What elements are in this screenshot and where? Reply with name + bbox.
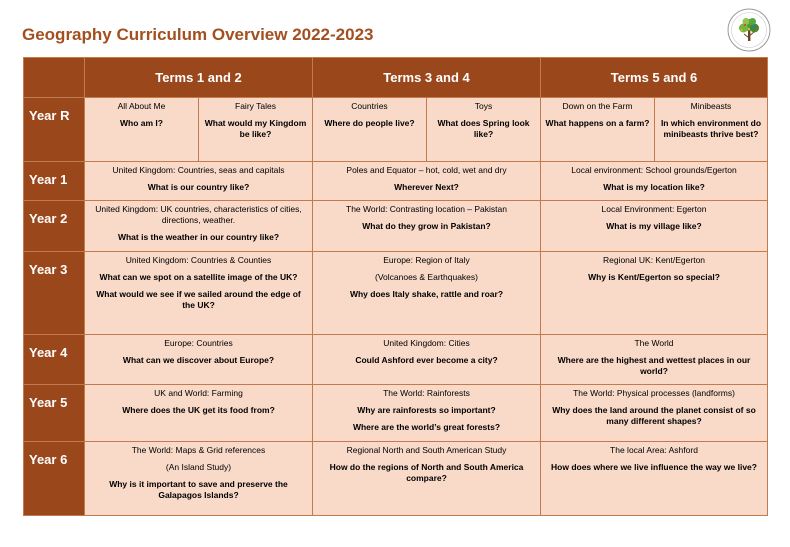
topic-cell [541, 162, 768, 201]
key-question: What can we spot on a satellite image of the UK? [99, 272, 298, 283]
topic-title: The World: Maps & Grid references [131, 445, 266, 455]
table-row [24, 98, 768, 162]
topic-cell [313, 252, 541, 335]
key-question: Could Ashford ever become a city? [355, 355, 498, 366]
topic-title: Countries [351, 101, 388, 111]
key-question: What is my village like? [606, 221, 702, 232]
topic-cell [85, 98, 199, 162]
key-question: Where do people live? [324, 118, 415, 129]
table-row [24, 442, 768, 516]
topic-cell [85, 385, 313, 442]
topic-cell [199, 98, 313, 162]
topic-cell [313, 98, 427, 162]
key-question: Wherever Next? [394, 182, 459, 193]
topic-title: The World: Contrasting location – Pakistan [346, 204, 507, 214]
topic-cell [541, 442, 768, 516]
topic-cell [541, 201, 768, 252]
topic-cell [655, 98, 768, 162]
key-question: How do the regions of North and South America compare? [329, 462, 524, 484]
key-question: Why does Italy shake, rattle and roar? [349, 289, 504, 300]
topic-title: United Kingdom: Countries, seas and capitals [112, 165, 285, 175]
topic-title: Poles and Equator – hot, cold, wet and dry [346, 165, 507, 175]
key-question: Why are rainforests so important? [357, 405, 496, 416]
key-question: How does where we live influence the way we live? [551, 462, 757, 473]
topic-title: All About Me [117, 101, 166, 111]
topic-cell [541, 335, 768, 385]
topic-title: United Kingdom: UK countries, characteristics of cities, directions, weather. [95, 204, 302, 226]
key-question: Why does the land around the planet consist of so many different shapes? [552, 405, 756, 427]
key-question: What can we discover about Europe? [122, 355, 275, 366]
topic-title: Regional UK: Kent/Egerton [602, 255, 706, 265]
topic-cell [313, 442, 541, 516]
page-title: Geography Curriculum Overview 2022-2023 [22, 25, 374, 44]
corner-cell [24, 58, 85, 98]
topic-title: Europe: Countries [164, 338, 233, 348]
key-question: Where are the world’s great forests? [352, 422, 501, 433]
topic-title: Local environment: School grounds/Egerton [571, 165, 737, 175]
topic-title: Down on the Farm [562, 101, 633, 111]
table-row [24, 385, 768, 442]
topic-cell [85, 162, 313, 201]
key-question: Who am I? [120, 118, 163, 129]
topic-cell [313, 162, 541, 201]
table-row [24, 335, 768, 385]
key-question: What is the weather in our country like? [117, 232, 280, 243]
topic-cell [85, 201, 313, 252]
year-label: Year R [24, 98, 85, 162]
year-label: Year 6 [24, 442, 85, 516]
topic-title: The World [634, 338, 674, 348]
topic-cell [85, 442, 313, 516]
term-header-3: Terms 5 and 6 [541, 58, 768, 98]
topic-title: The local Area: Ashford [610, 445, 698, 455]
key-question: What do they grow in Pakistan? [362, 221, 491, 232]
topic-cell [313, 335, 541, 385]
key-question: What is our country like? [147, 182, 250, 193]
key-question: Where does the UK get its food from? [122, 405, 275, 416]
year-label: Year 1 [24, 162, 85, 201]
topic-title: United Kingdom: Cities [383, 338, 470, 348]
topic-title: United Kingdom: Countries & Counties [125, 255, 272, 265]
table-row [24, 252, 768, 335]
topic-title: The World: Rainforests [383, 388, 470, 398]
year-label: Year 5 [24, 385, 85, 442]
topic-title: Fairy Tales [235, 101, 276, 111]
topic-cell [541, 252, 768, 335]
topic-cell [541, 385, 768, 442]
key-question: What would my Kingdom be like? [204, 118, 307, 140]
key-question: In which environment do minibeasts thrive best? [660, 118, 762, 140]
topic-title: Local Environment: Egerton [601, 204, 707, 214]
header-row [24, 58, 768, 98]
topic-title: UK and World: Farming [154, 388, 243, 398]
topic-title: Regional North and South American Study [346, 445, 507, 455]
year-label: Year 4 [24, 335, 85, 385]
key-question: Where are the highest and wettest places in our world? [557, 355, 751, 377]
key-question: Why is Kent/Egerton so special? [588, 272, 720, 283]
key-question: What does Spring look like? [437, 118, 530, 140]
year-label: Year 2 [24, 201, 85, 252]
topic-cell [313, 385, 541, 442]
topic-cell [313, 201, 541, 252]
school-tree-logo [727, 8, 771, 52]
key-question: What would we see if we sailed around the edge of the UK? [96, 289, 301, 311]
term-header-2: Terms 3 and 4 [313, 58, 541, 98]
curriculum-table [23, 57, 768, 516]
topic-cell [427, 98, 541, 162]
key-question: What happens on a farm? [545, 118, 650, 129]
term-header-1: Terms 1 and 2 [85, 58, 313, 98]
topic-subtitle: (An Island Study) [165, 462, 232, 473]
key-question: What is my location like? [603, 182, 705, 193]
topic-title: Minibeasts [690, 101, 732, 111]
topic-title: Europe: Region of Italy [383, 255, 470, 265]
topic-cell [85, 335, 313, 385]
topic-subtitle: (Volcanoes & Earthquakes) [374, 272, 478, 283]
topic-cell [85, 252, 313, 335]
topic-title: Toys [474, 101, 493, 111]
year-label: Year 3 [24, 252, 85, 335]
key-question: Why is it important to save and preserve the Galapagos Islands? [109, 479, 288, 501]
topic-cell [541, 98, 655, 162]
table-row [24, 201, 768, 252]
topic-title: The World: Physical processes (landforms) [573, 388, 735, 398]
table-row [24, 162, 768, 201]
